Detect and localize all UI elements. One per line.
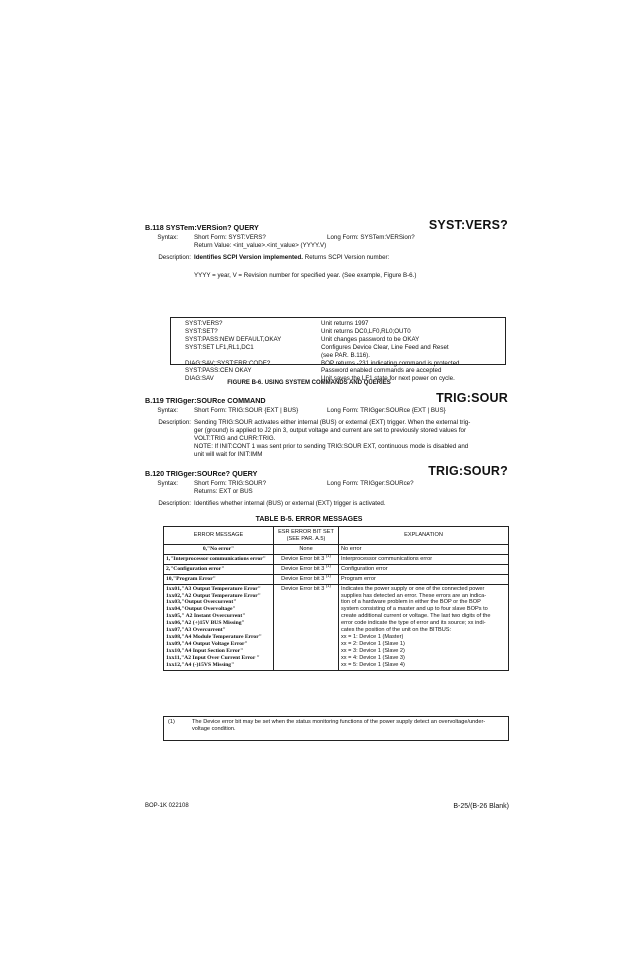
- esr-cell: Device Error bit 3 $^{(1)}$: [274, 584, 339, 670]
- table-row: [164, 584, 509, 670]
- error-message-cell: 1xx01,"A3 Output Temperature Error" 1xx02,"A2 Output Temperature Error" 1xx03,"Output Overcurrent" 1xx04,"Output Overvoltage" 1xx05," A2 Instant Overcurrent" 1xx06,"A2 (+)15V BUS Missing" 1xx07,"A3 Overcurrent" 1xx08,"A4 Module Temperature Error" 1xx09,"A4 Output Voltage Error" 1xx10,"A4 Input Section Error" 1xx11,"A2 Input Over Current Error " 1xx12,"A4 (-)15VS Missing": [164, 584, 274, 670]
- explanation-cell: No error: [339, 545, 509, 555]
- b119-long-form: Long Form: TRIGger:SOURce {EXT | BUS}: [327, 407, 446, 414]
- table-row: [164, 574, 509, 584]
- b120-description: Identifies whether internal (BUS) or external (EXT) trigger is activated.: [194, 500, 386, 507]
- explanation-cell: Indicates the power supply or one of the connected power supplies has detected an error. These errors are an indica- tion of a hardware problem in either the BOP or the BOP system consisting of a master and up to four slave BOPs to create additional current or voltage. The last two digits of the error code indicate the type of error and its source; xx indi- cates the position of the unit on the BITBUS: xx = 1: Device 1 (Master) xx = 2: Device 1 (Slave 1) xx = 3: Device 1 (Slave 2) xx = 4: Device 1 (Slave 3) xx = 5: Device 1 (Slave 4): [339, 584, 509, 670]
- esr-cell: Device Error bit 3 $^{(1)}$: [274, 574, 339, 584]
- b118-description: Identifies SCPI Version implemented. Returns SCPI Version number:: [194, 254, 390, 261]
- section-b118-tag: SYST:VERS?: [428, 218, 508, 232]
- figure-commands: SYST:VERS? SYST:SET? SYST:PASS:NEW DEFAULT,OKAY SYST:SET LF1,RL1,DC1 DIAG:SAV;:SYST:ERR:CODE? SYST:PASS:CEN OKAY DIAG:SAV: [185, 320, 282, 383]
- b119-short-form: Short Form: TRIG:SOUR {EXT | BUS}: [194, 407, 299, 414]
- explanation-cell: Configuration error: [339, 564, 509, 574]
- column-header: ESR ERROR BIT SET (SEE PAR. A.5): [274, 527, 339, 545]
- syntax-label: Syntax:: [157, 480, 178, 487]
- footer-model: BOP-1K 022108: [145, 803, 189, 809]
- table-row: [164, 545, 509, 555]
- b120-long-form: Long Form: TRIGger:SOURce?: [327, 480, 414, 487]
- error-message-cell: 2,"Configuration error": [164, 564, 274, 574]
- footnote-text: The Device error bit may be set when the status monitoring functions of the power supply detect an overvoltage/under- voltage condition.: [192, 719, 486, 732]
- esr-cell: Device Error bit 3 $^{(1)}$: [274, 564, 339, 574]
- esr-cell: Device Error bit 3 $^{(1)}$: [274, 554, 339, 564]
- column-header: EXPLANATION: [339, 527, 509, 545]
- syntax-label: Syntax:: [157, 407, 178, 414]
- figure-caption: FIGURE B-6. USING SYSTEM COMMANDS AND QUERIES: [227, 380, 391, 386]
- section-b119-tag: TRIG:SOUR: [436, 391, 508, 405]
- table-footnote: [163, 717, 509, 741]
- footer-page-number: B-25/(B-26 Blank): [453, 803, 509, 810]
- description-label: Description:: [158, 254, 191, 261]
- section-b120-tag: TRIG:SOUR?: [428, 464, 508, 478]
- error-message-cell: 10,"Program Error": [164, 574, 274, 584]
- error-message-cell: 1,"Interprocessor communications error": [164, 554, 274, 564]
- b118-return-value: Return Value: <int_value>.<int_value> (YYYY.V): [194, 242, 327, 249]
- explanation-cell: Interprocessor communications error: [339, 554, 509, 564]
- b118-note: YYYY = year, V = Revision number for specified year. (See example, Figure B-6.): [194, 272, 417, 279]
- syntax-label: Syntax:: [157, 234, 178, 241]
- b120-returns: Returns: EXT or BUS: [194, 488, 253, 495]
- error-messages-table: [163, 526, 509, 671]
- column-header: ERROR MESSAGE: [164, 527, 274, 545]
- section-b120-heading: B.120 TRIGger:SOURce? QUERY: [145, 469, 258, 478]
- table-header-row: [164, 527, 509, 545]
- b119-description: Sending TRIG:SOUR activates either internal (BUS) or external (EXT) trigger. When the external trig- ger (ground) is applied to J2 pin 3, output voltage and current are set to previously stored values for VOLT:TRIG and CURR:TRIG. NOTE: If INIT:CONT 1 was sent prior to sending TRIG:SOUR EXT, continuous mode is disabled and unit will wait for INIT:IMM: [194, 419, 471, 458]
- b120-short-form: Short Form: TRIG:SOUR?: [194, 480, 267, 487]
- section-b119-heading: B.119 TRIGger:SOURce COMMAND: [145, 396, 266, 405]
- error-message-cell: 0,"No error": [164, 545, 274, 555]
- description-label: Description:: [158, 500, 191, 507]
- b118-short-form: Short Form: SYST:VERS?: [194, 234, 266, 241]
- b118-long-form: Long Form: SYSTem:VERSion?: [327, 234, 415, 241]
- table-title: TABLE B-5. ERROR MESSAGES: [255, 516, 363, 523]
- footnote-mark: (1): [168, 719, 175, 725]
- table-row: [164, 554, 509, 564]
- section-b118-heading: B.118 SYSTem:VERSion? QUERY: [145, 223, 259, 232]
- description-label: Description:: [158, 419, 191, 426]
- table-row: [164, 564, 509, 574]
- esr-cell: None: [274, 545, 339, 555]
- figure-results: Unit returns 1997 Unit returns DC0,LF0,RL0;OUT0 Unit changes password to be OKAY Configures Device Clear, Line Feed and Reset (see PAR. B.116). BOP returns -231 indicating command is protected Password enabled commands are accepted Unit saves the LF1 state for next power on cycle.: [321, 320, 460, 383]
- explanation-cell: Program error: [339, 574, 509, 584]
